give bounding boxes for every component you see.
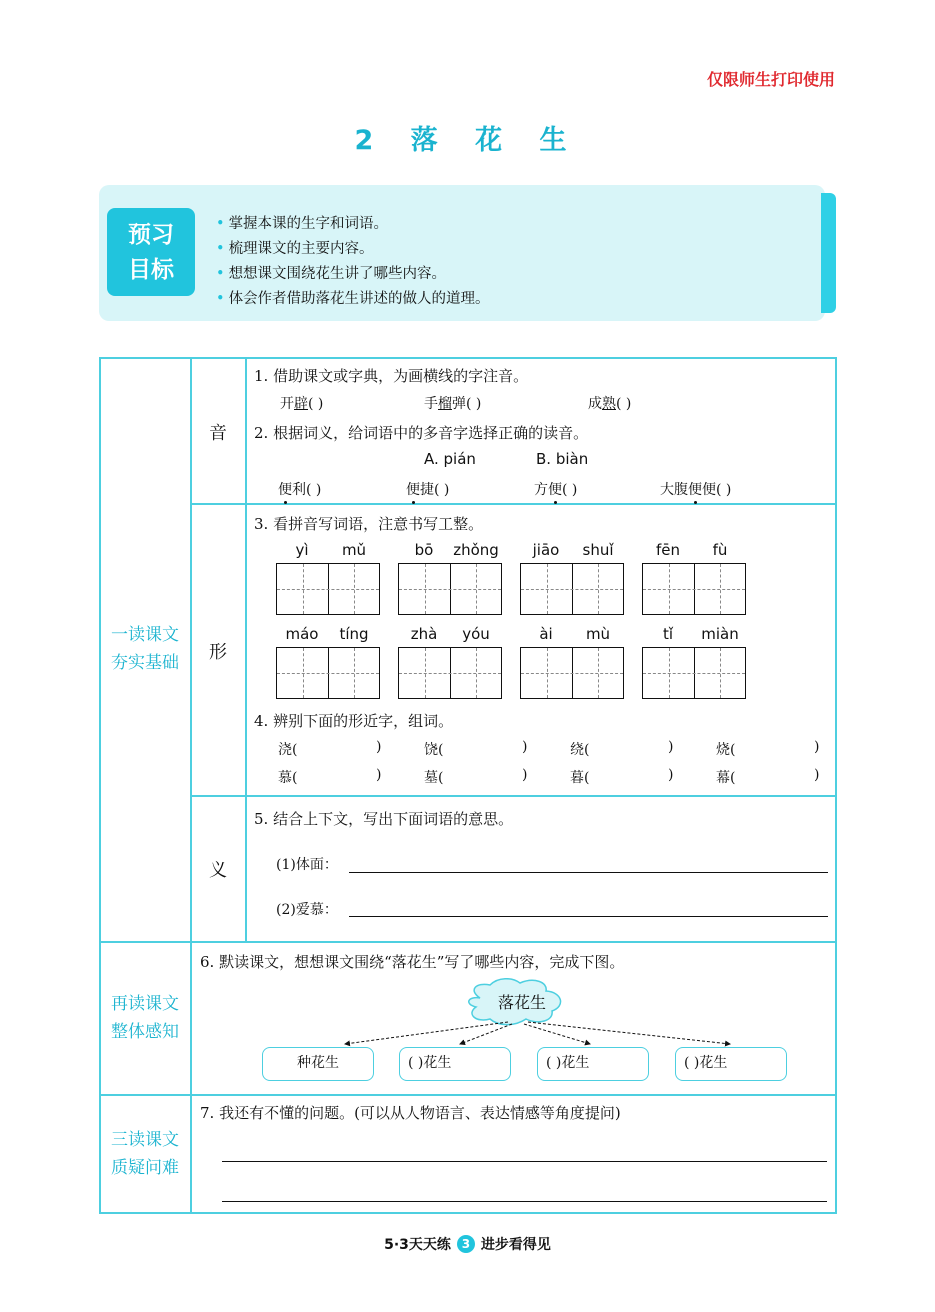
section-label-line: 夯实基础	[111, 653, 179, 673]
mind-map-node[interactable]: ( )花生	[537, 1047, 649, 1081]
answer-line[interactable]	[222, 1145, 827, 1162]
q4-char: 幕(	[716, 770, 736, 786]
sub-label-sound: 音	[209, 423, 227, 444]
section-label-read3	[100, 1126, 190, 1182]
pinyin-label: miàn	[701, 625, 739, 643]
option-b: B. biàn	[536, 450, 589, 468]
writing-grid[interactable]	[642, 563, 746, 615]
writing-grid[interactable]	[398, 563, 502, 615]
answer-line[interactable]	[349, 856, 828, 873]
pinyin-label: bō	[414, 541, 434, 559]
goal-item: • 梳理课文的主要内容。	[216, 237, 374, 258]
pinyin-label: zhǒng	[453, 541, 499, 559]
goal-item: • 体会作者借助落花生讲述的做人的道理。	[216, 287, 490, 308]
goals-badge-line2: 目标	[128, 257, 174, 283]
pinyin-label: tíng	[339, 625, 369, 643]
q4-char: 慕(	[278, 770, 298, 786]
q1-word: 成熟( )	[588, 396, 632, 412]
section-label-line: 再读课文	[111, 994, 179, 1014]
writing-grid[interactable]	[520, 563, 624, 615]
section-label-line: 三读课文	[111, 1130, 179, 1150]
writing-grid[interactable]	[276, 647, 380, 699]
page-number-badge: 3	[457, 1235, 475, 1253]
question-5-prompt: 5. 结合上下文，写出下面词语的意思。	[254, 810, 514, 828]
question-6-prompt: 6. 默读课文，想想课文围绕“落花生”写了哪些内容，完成下图。	[200, 953, 625, 971]
pinyin-label: tǐ	[662, 625, 674, 643]
goals-badge-line1: 预习	[128, 222, 174, 248]
q4-char: 暮(	[570, 770, 590, 786]
writing-grid[interactable]	[642, 647, 746, 699]
q4-close: )	[376, 739, 382, 755]
section-label-read1	[100, 621, 190, 677]
option-a: A. pián	[424, 450, 476, 468]
section-label-read2	[100, 990, 190, 1046]
footer-left: 5·3天天练	[384, 1237, 451, 1253]
q2-word: 便利( )	[278, 482, 322, 498]
answer-line[interactable]	[349, 900, 828, 917]
goals-badge	[107, 208, 195, 296]
q4-close: )	[814, 767, 820, 783]
q4-char: 饶(	[424, 742, 444, 758]
pinyin-label: shuǐ	[582, 541, 614, 559]
page-footer	[0, 1234, 935, 1254]
writing-grid[interactable]	[520, 647, 624, 699]
q4-close: )	[668, 767, 674, 783]
q4-close: )	[376, 767, 382, 783]
pinyin-label: ài	[539, 625, 553, 643]
pinyin-label: fù	[712, 541, 728, 559]
pinyin-label: fēn	[655, 541, 681, 559]
usage-notice: 仅限师生打印使用	[706, 70, 835, 89]
answer-line[interactable]	[222, 1185, 827, 1202]
q4-close: )	[522, 767, 528, 783]
q4-char: 烧(	[716, 742, 736, 758]
goals-box-tab	[821, 193, 836, 313]
question-3-prompt: 3. 看拼音写词语，注意书写工整。	[254, 515, 484, 533]
pinyin-label: jiāo	[532, 541, 560, 559]
q2-word: 大腹便便( )	[660, 482, 732, 498]
question-1-prompt: 1. 借助课文或字典，为画横线的字注音。	[254, 367, 529, 385]
writing-grid[interactable]	[398, 647, 502, 699]
question-4-prompt: 4. 辨别下面的形近字，组词。	[254, 712, 454, 730]
pinyin-label: máo	[285, 625, 319, 643]
pinyin-label: zhà	[410, 625, 438, 643]
mind-map-center: 落花生	[497, 993, 546, 1012]
writing-grid[interactable]	[276, 563, 380, 615]
q4-close: )	[814, 739, 820, 755]
q4-close: )	[668, 739, 674, 755]
sub-label-form: 形	[209, 642, 227, 663]
sub-label-meaning: 义	[209, 860, 227, 881]
goal-item: • 想想课文围绕花生讲了哪些内容。	[216, 262, 446, 283]
q4-close: )	[522, 739, 528, 755]
section-label-line: 整体感知	[111, 1022, 179, 1042]
pinyin-label: yì	[295, 541, 309, 559]
pinyin-label: mǔ	[341, 541, 367, 559]
q2-word: 便捷( )	[406, 482, 450, 498]
q4-char: 墓(	[424, 770, 444, 786]
section-label-line: 一读课文	[111, 625, 179, 645]
question-2-prompt: 2. 根据词义，给词语中的多音字选择正确的读音。	[254, 424, 589, 442]
pinyin-label: yóu	[462, 625, 490, 643]
question-7-prompt: 7. 我还有不懂的问题。(可以从人物语言、表达情感等角度提问)	[200, 1104, 621, 1122]
q5-item: (2)爱慕：	[276, 902, 338, 918]
q5-item: (1)体面：	[276, 857, 338, 873]
lesson-title: 2 落 花 生	[354, 125, 581, 156]
pinyin-label: mù	[585, 625, 611, 643]
q4-char: 绕(	[570, 742, 590, 758]
section-label-line: 质疑问难	[111, 1158, 179, 1178]
q1-word: 开辟( )	[280, 396, 324, 412]
footer-right: 进步看得见	[480, 1237, 551, 1253]
q2-word: 方便( )	[534, 482, 578, 498]
mind-map-node[interactable]: ( )花生	[675, 1047, 787, 1081]
q4-char: 浇(	[278, 742, 298, 758]
q1-word: 手榴弹( )	[424, 396, 482, 412]
mind-map-node: 种花生	[262, 1047, 374, 1081]
goal-item: • 掌握本课的生字和词语。	[216, 212, 388, 233]
mind-map-node[interactable]: ( )花生	[399, 1047, 511, 1081]
